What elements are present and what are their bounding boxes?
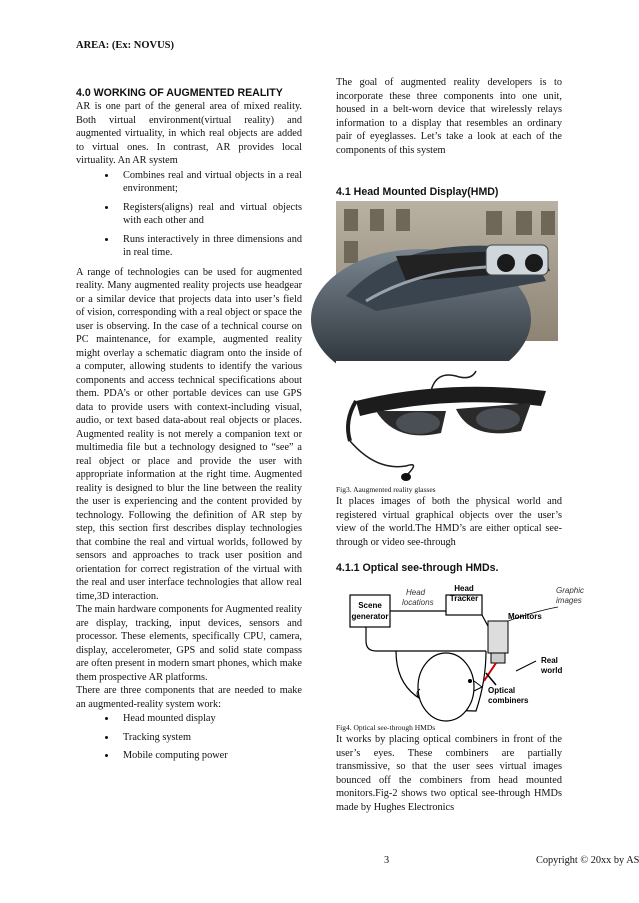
fig2-hmd-photo — [336, 201, 558, 341]
ar-system-bullets — [76, 169, 302, 260]
right-column — [336, 76, 585, 814]
bullet-item: • Tracking system — [117, 731, 302, 745]
page-number: 3 — [384, 855, 390, 866]
components-paragraph: There are three components that are needed to make an augmented-reality system work: — [76, 685, 302, 710]
real-label: Real — [541, 656, 558, 665]
section-heading-hmd: 4.1 Head Mounted Display(HMD) — [336, 186, 499, 198]
hmd-paragraph: It places images of both the physical world and registered virtual graphical objects over the user’s view of the world.The HMD’s are either optical see-through or video see-through — [336, 496, 562, 548]
bullet-item: • Runs interactively in three dimensions and in real time. — [117, 233, 302, 260]
fig4-caption: Fig4. Optical see-through HMDs — [336, 723, 436, 732]
bullet-item: • Combines real and virtual objects in a real environment; — [117, 169, 302, 196]
world-label: world — [541, 666, 563, 675]
bullet-item: • Registers(aligns) real and virtual objects with each other and — [117, 201, 302, 228]
combiners-label: combiners — [488, 696, 529, 705]
components-list — [76, 712, 302, 763]
head-tracker-label-2: Tracker — [449, 594, 479, 603]
fig3-caption: Fig3. Aaugmented reality glasses — [336, 485, 436, 494]
copyright-notice: Copyright © 20xx by AS — [536, 855, 639, 866]
scene-label: Scene — [358, 601, 382, 610]
area-header: AREA: (Ex: NOVUS) — [76, 40, 174, 51]
section-heading-working-of-ar: 4.0 WORKING OF AUGMENTED REALITY — [76, 87, 283, 99]
generator-label: generator — [351, 612, 389, 621]
graphic-label: Graphic — [556, 586, 585, 595]
images-label: images — [556, 596, 582, 605]
optical-label: Optical — [488, 686, 516, 695]
monitors-label: Monitors — [508, 612, 542, 621]
fig3-ar-glasses-photo — [336, 361, 558, 483]
hardware-paragraph: The main hardware components for Augmented reality are display, tracking, input devices, sensors and processor. These elements, specifically CPU, camera, display, accelerometer, GPS and solid state compass are often present in modern smart phones, which make them prospective AR platforms. — [76, 604, 302, 683]
goal-paragraph: The goal of augmented reality developers is to incorporate these three components into one unit, housed in a belt-worn device that wirelessly relays information to a display that resembles an ordinary pair of eyeglasses. Let’s take a look at each of the components of this system — [336, 77, 562, 156]
left-column — [76, 86, 302, 769]
section-heading-optical-see-through: 4.1.1 Optical see-through HMDs. — [336, 562, 499, 574]
scene-generator-box — [350, 595, 390, 627]
bullet-item: • Mobile computing power — [117, 749, 302, 763]
technologies-paragraph: A range of technologies can be used for augmented reality. Many augmented reality projects use headgear or a similar device that projects data into user’s field of vision, corresponding with a real object or space the user is observing. In the case of a technical course on PC maintenance, for example, augmented reality might overlay a schematic diagram onto the inside of a computer, allowing students to identify the various components and access technical specifications about them. PDA’s or other portable devices can use GPS data to provide users with context-including visual, audio, or text based data-about real objects or places. Augmented reality is not merely a companion text or multimedia file but a technology designed to “see” a real object or place and provide the user with appropriate information at the right time. Augmented reality is designed to blur the line between the reality the user is experiencing and the content provided by technology. Following the definition of AR step by step, this section first describes display technologies that combine the real and virtual worlds, followed by sensors and approaches to track user position and orientation for correct registration of the virtual with the real and user interface technologies that allow real time,3D interaction. — [76, 266, 302, 602]
optical-paragraph: It works by placing optical combiners in front of the user’s eyes. These combiners are partially transmissive, so that the user sees virtual images bounced off the combiners from head mounted monitors.Fig-2 shows two optical see-through HMDs made by Hughes Electronics — [336, 734, 562, 813]
head-tracker-label-1: Head — [454, 584, 474, 593]
head-label: Head — [406, 588, 426, 597]
bullet-item: • Head mounted display — [117, 712, 302, 726]
intro-paragraph: AR is one part of the general area of mixed reality. Both virtual environment(virtual reality) and augmented virtuality, in which real objects are added to virtual ones. In contrast, AR provides local virtuality. An AR system — [76, 101, 302, 166]
locations-label: locations — [402, 598, 434, 607]
fig4-optical-diagram — [336, 581, 585, 721]
